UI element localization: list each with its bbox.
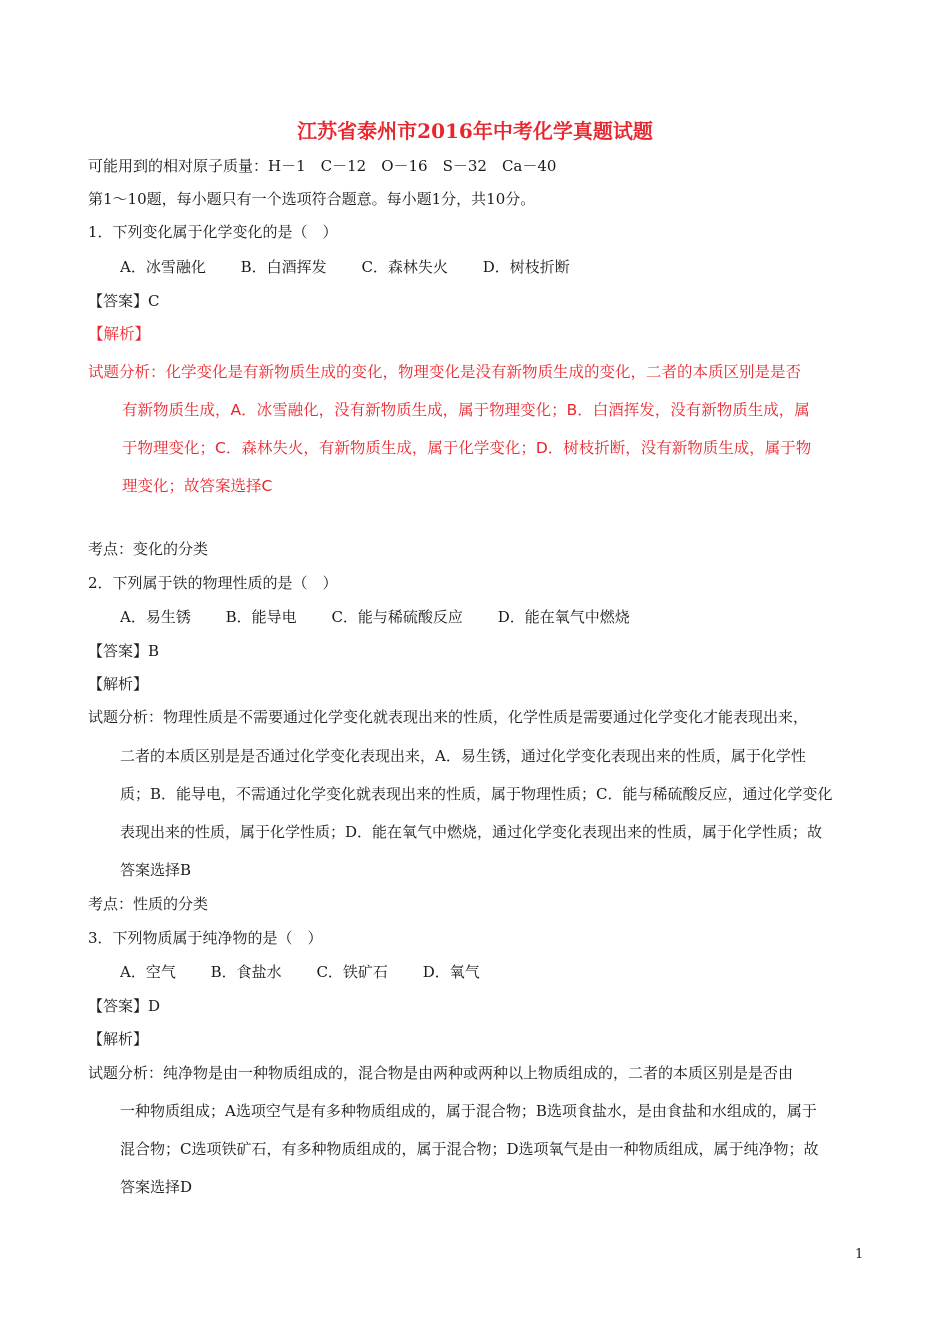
q2-analysis-line: 质；B．能导电，不需通过化学变化就表现出来的性质，属于物理性质；C．能与稀硫酸反应，通过化学变化 [120, 785, 833, 803]
q2-answer: 【答案】B [88, 642, 160, 660]
q3-analysis-line: 混合物；C选项铁矿石，有多种物质组成的，属于混合物；D选项氧气是由一种物质组成，属于纯净物；故 [120, 1140, 819, 1158]
q1-options [120, 256, 600, 277]
instructions: 第1～10题，每小题只有一个选项符合题意。每小题1分，共10分。 [88, 190, 536, 208]
q3-option-b: B．食盐水 [210, 963, 282, 981]
q2-analysis-line: 二者的本质区别是是否通过化学变化表现出来，A．易生锈，通过化学变化表现出来的性质，属于化学性 [120, 747, 806, 765]
q3-analysis-line: 答案选择D [120, 1178, 193, 1196]
q3-option-c: C．铁矿石 [316, 963, 388, 981]
q2-option-b: B．能导电 [225, 608, 297, 626]
q1-answer: 【答案】C [88, 292, 160, 310]
q1-analysis-line: 理变化；故答案选择C [122, 477, 273, 495]
q2-option-d: D．能在氧气中燃烧 [497, 608, 630, 626]
q1-analysis-line: 于物理变化；C．森林失火，有新物质生成，属于化学变化；D．树枝折断，没有新物质生成，属于物 [122, 439, 812, 457]
q1-analysis-line: 试题分析：化学变化是有新物质生成的变化，物理变化是没有新物质生成的变化，二者的本质区别是是否 [88, 363, 802, 381]
atomic-masses: 可能用到的相对原子质量：H－1 C－12 O－16 S－32 Ca－40 [88, 157, 557, 175]
q3-options [120, 961, 510, 982]
q2-analysis-line: 表现出来的性质，属于化学性质；D．能在氧气中燃烧，通过化学变化表现出来的性质，属于化学性质；故 [120, 823, 823, 841]
q1-analysis-label: 【解析】 [88, 325, 151, 343]
q2-option-c: C．能与稀硫酸反应 [331, 608, 463, 626]
q2-point: 考点：性质的分类 [88, 895, 209, 913]
q3-answer: 【答案】D [88, 997, 161, 1015]
page-number: 1 [855, 1247, 864, 1262]
q3-option-a: A．空气 [120, 963, 176, 981]
q2-analysis-line: 答案选择B [120, 861, 192, 879]
page-title: 江苏省泰州市2016年中考化学真题试题 [297, 119, 653, 143]
q1-stem: 1．下列变化属于化学变化的是（ ） [88, 223, 338, 241]
q2-option-a: A．易生锈 [120, 608, 191, 626]
q1-point: 考点：变化的分类 [88, 540, 209, 558]
q3-stem: 3．下列物质属于纯净物的是（ ） [88, 929, 323, 947]
q1-analysis-line: 有新物质生成，A．冰雪融化，没有新物质生成，属于物理变化；B．白酒挥发，没有新物质生成，属 [122, 401, 810, 419]
q1-option-b: B．白酒挥发 [240, 258, 327, 276]
q1-option-d: D．树枝折断 [482, 258, 570, 276]
q2-options [120, 606, 660, 627]
q2-analysis-label: 【解析】 [88, 675, 149, 693]
q3-option-d: D．氧气 [422, 963, 480, 981]
q3-analysis-line: 试题分析：纯净物是由一种物质组成的，混合物是由两种或两种以上物质组成的，二者的本质区别是是否由 [88, 1064, 794, 1082]
q2-stem: 2．下列属于铁的物理性质的是（ ） [88, 574, 338, 592]
q3-analysis-label: 【解析】 [88, 1030, 149, 1048]
q1-option-c: C．森林失火 [361, 258, 448, 276]
q1-option-a: A．冰雪融化 [120, 258, 206, 276]
q2-analysis-line: 试题分析：物理性质是不需要通过化学变化就表现出来的性质，化学性质是需要通过化学变化才能表现出来， [88, 708, 809, 726]
q3-analysis-line: 一种物质组成；A选项空气是有多种物质组成的，属于混合物；B选项食盐水，是由食盐和水组成的，属于 [120, 1102, 817, 1120]
